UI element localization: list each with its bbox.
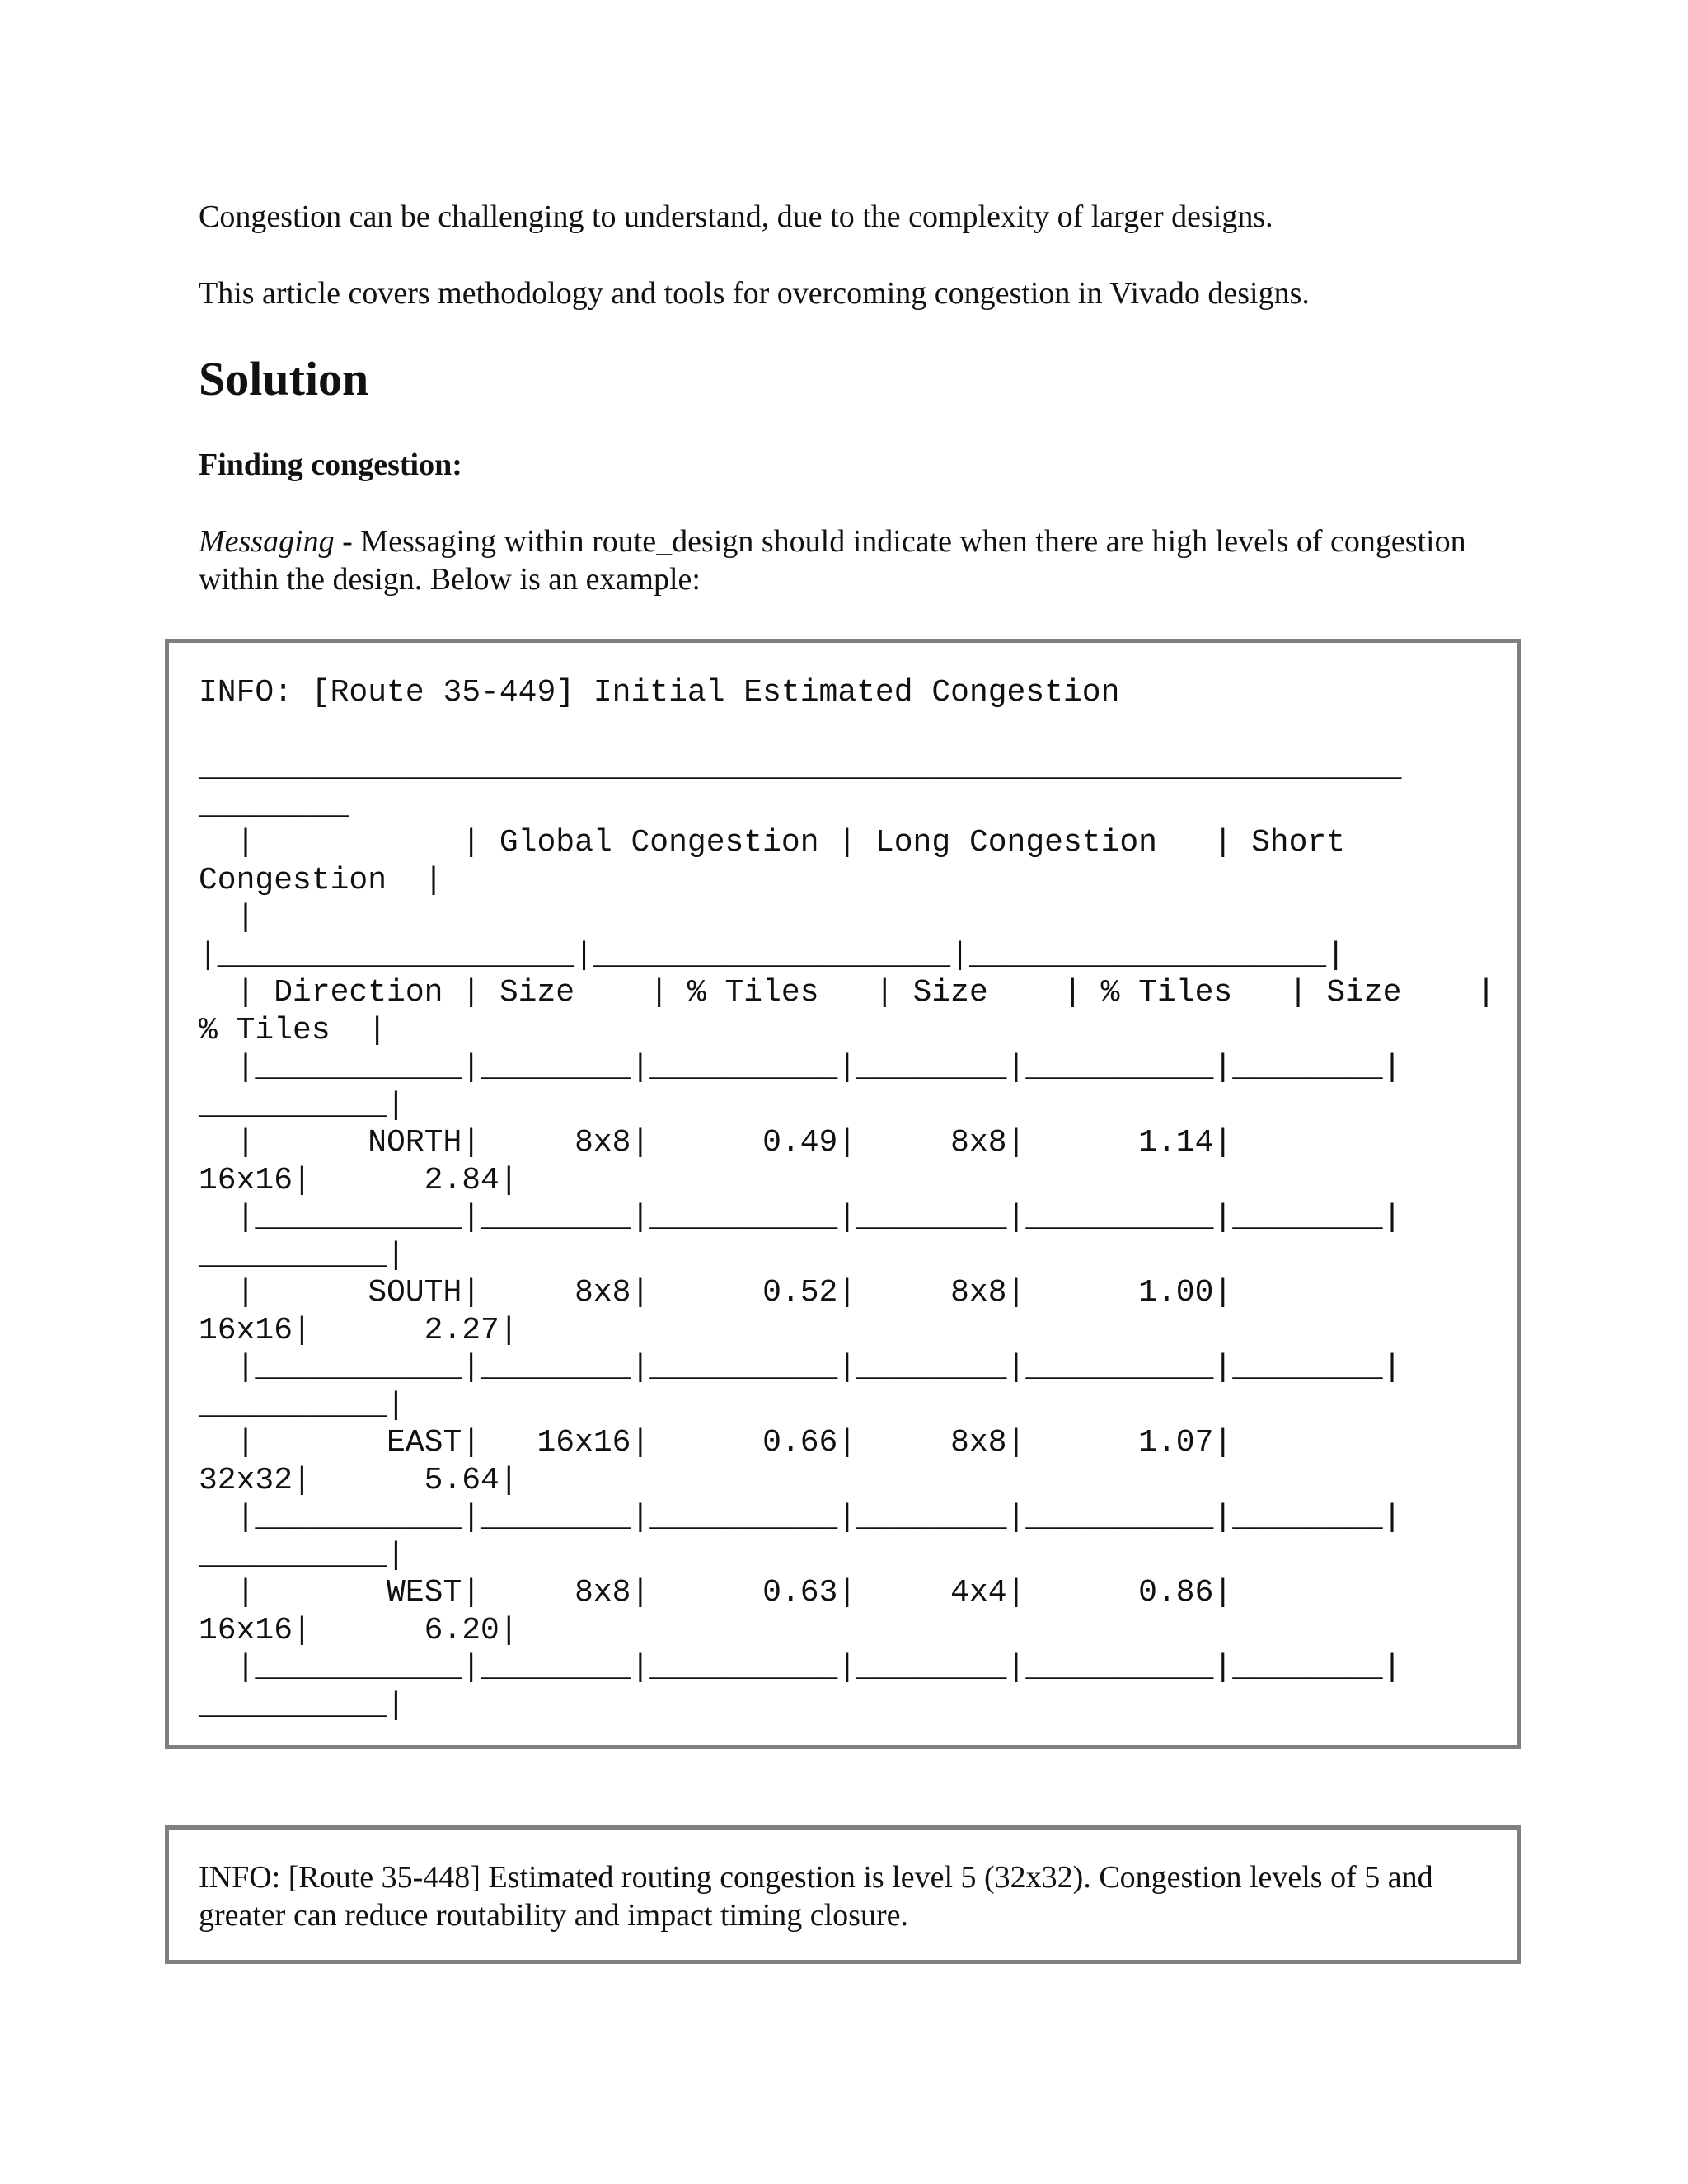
- congestion-log-box: [165, 639, 1521, 1749]
- solution-heading: Solution: [199, 352, 369, 405]
- messaging-label: Messaging: [199, 524, 335, 559]
- finding-congestion-subheading: Finding congestion:: [199, 448, 462, 482]
- messaging-paragraph: [199, 523, 1517, 598]
- congestion-log-text: INFO: [Route 35-449] Initial Estimated Congestion ________________________________________________________________ ________ | | Global Congestion | Long Congestion | Short Congestion | | |___________________|___________________|___________________| | Direction | Size | % Tiles | Size | % Tiles | Size | % Tiles | |___________|________|__________|________|__________|________| __________| | NORTH| 8x8| 0.49| 8x8| 1.14| 16x16| 2.84| |___________|________|__________|________|__________|________| __________| | SOUTH| 8x8| 0.52| 8x8| 1.00| 16x16| 2.27| |___________|________|__________|________|__________|________| __________| | EAST| 16x16| 0.66| 8x8| 1.07| 32x32| 5.64| |___________|________|__________|________|__________|________| __________| | WEST| 8x8| 0.63| 4x4| 0.86| 16x16| 6.20| |___________|________|__________|________|__________|________| __________|: [199, 675, 1496, 1723]
- routing-info-text: INFO: [Route 35-448] Estimated routing congestion is level 5 (32x32). Congestion levels of 5 and greater can reduce routability and impact timing closure.: [199, 1860, 1433, 1933]
- messaging-text: - Messaging within route_design should indicate when there are high levels of congestion within the design. Below is an example:: [199, 524, 1466, 597]
- intro-paragraph-1: Congestion can be challenging to understand, due to the complexity of larger designs.: [199, 199, 1273, 234]
- intro-paragraph-2: This article covers methodology and tools for overcoming congestion in Vivado designs.: [199, 276, 1310, 311]
- routing-info-box: [165, 1825, 1521, 1964]
